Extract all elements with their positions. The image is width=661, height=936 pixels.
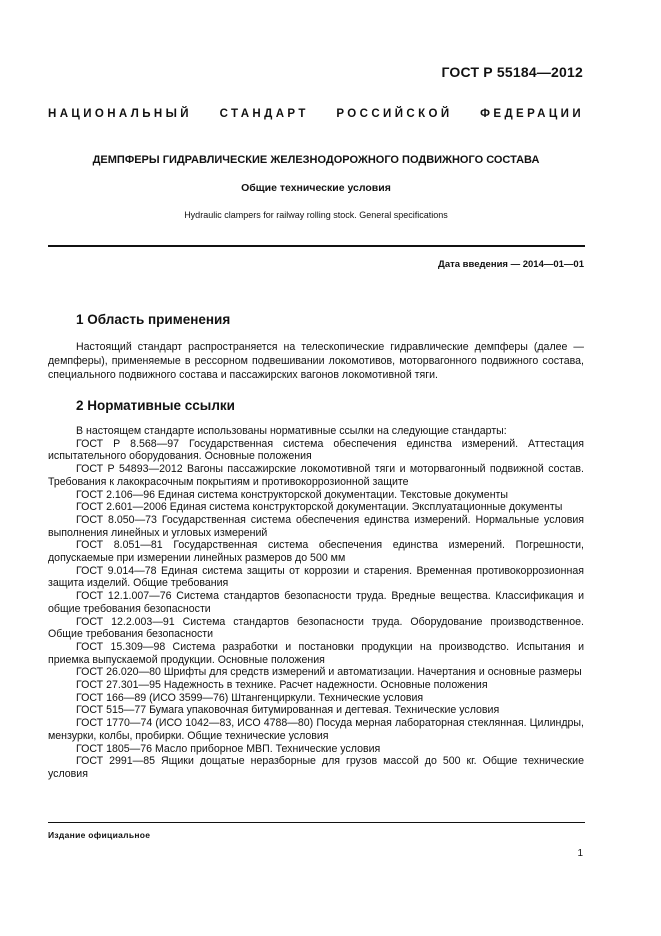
- reference-item: ГОСТ 12.2.003—91 Система стандартов безопасности труда. Оборудование производственное. Общие требования безопасности: [48, 615, 584, 641]
- reference-item: ГОСТ 166—89 (ИСО 3599—76) Штангенциркули. Технические условия: [76, 691, 424, 704]
- official-edition-label: Издание официальное: [48, 830, 151, 840]
- reference-item: ГОСТ 2.601—2006 Единая система конструкторской документации. Эксплуатационные документы: [76, 501, 563, 514]
- reference-item: ГОСТ Р 54893—2012 Вагоны пассажирские локомотивной тяги и моторвагонный подвижной состав. Требования к лакокрасочным покрытиям и противокоррозионной защите: [48, 463, 584, 488]
- reference-item: ГОСТ 1805—76 Масло приборное МВП. Технические условия: [76, 742, 381, 755]
- section-1-heading: 1 Область применения: [76, 312, 231, 327]
- reference-item: ГОСТ 8.050—73 Государственная система обеспечения единства измерений. Нормальные условия выполнения линейных и угловых измерений: [48, 513, 584, 539]
- page-number: 1: [577, 848, 583, 859]
- document-title: ДЕМПФЕРЫ ГИДРАВЛИЧЕСКИЕ ЖЕЛЕЗНОДОРОЖНОГО ПОДВИЖНОГО СОСТАВА: [92, 154, 540, 166]
- reference-item: ГОСТ 27.301—95 Надежность в технике. Расчет надежности. Основные положения: [76, 679, 488, 692]
- reference-item: ГОСТ 9.014—78 Единая система защиты от коррозии и старения. Временная противокоррозионная защита изделий. Общие требования: [48, 564, 584, 590]
- document-subtitle: Общие технические условия: [241, 182, 391, 194]
- section-1-text: Настоящий стандарт распространяется на телескопические гидравлические демпферы (далее — демпферы), применяемые в рессорном подвешивании локомотивов, моторвагонного подвижного состава, специального подвижного состава и пассажирских вагонов локомотивной тяги.: [48, 341, 584, 381]
- introduction-date: Дата введения — 2014—01—01: [438, 259, 584, 270]
- english-title: Hydraulic clampers for railway rolling stock. General specifications: [184, 210, 448, 220]
- reference-item: ГОСТ 15.309—98 Система разработки и постановки продукции на производство. Испытания и приемка выпускаемой продукции. Основные положения: [48, 640, 584, 666]
- reference-item: ГОСТ 8.051—81 Государственная система обеспечения единства измерений. Погрешности, допускаемые при измерении линейных размеров до 500 мм: [48, 539, 584, 565]
- reference-item: ГОСТ 2.106—96 Единая система конструкторской документации. Текстовые документы: [76, 488, 509, 501]
- title-divider: [48, 245, 585, 247]
- reference-item: ГОСТ Р 8.568—97 Государственная система обеспечения единства измерений. Аттестация испытательного оборудования. Основные положения: [48, 437, 584, 463]
- reference-item: ГОСТ 1770—74 (ИСО 1042—83, ИСО 4788—80) Посуда мерная лабораторная стеклянная. Цилиндры, мензурки, колбы, пробирки. Общие технические условия: [48, 717, 584, 742]
- reference-item: ГОСТ 12.1.007—76 Система стандартов безопасности труда. Вредные вещества. Классификация и общие требования безопасности: [48, 590, 584, 615]
- references-intro: В настоящем стандарте использованы нормативные ссылки на следующие стандарты:: [76, 425, 507, 437]
- normative-references-list: [48, 425, 584, 781]
- reference-item: ГОСТ 515—77 Бумага упаковочная битумированная и дегтевая. Технические условия: [76, 704, 500, 717]
- reference-item: ГОСТ 26.020—80 Шрифты для средств измерений и автоматизации. Начертания и основные размеры: [76, 666, 582, 679]
- reference-item: ГОСТ 2991—85 Ящики дощатые неразборные для грузов массой до 500 кг. Общие технические условия: [48, 755, 584, 780]
- document-code: ГОСТ Р 55184—2012: [441, 64, 583, 80]
- national-standard-banner: НАЦИОНАЛЬНЫЙ СТАНДАРТ РОССИЙСКОЙ ФЕДЕРАЦИИ: [48, 108, 584, 120]
- footer-divider: [48, 822, 585, 823]
- section-2-heading: 2 Нормативные ссылки: [76, 398, 235, 413]
